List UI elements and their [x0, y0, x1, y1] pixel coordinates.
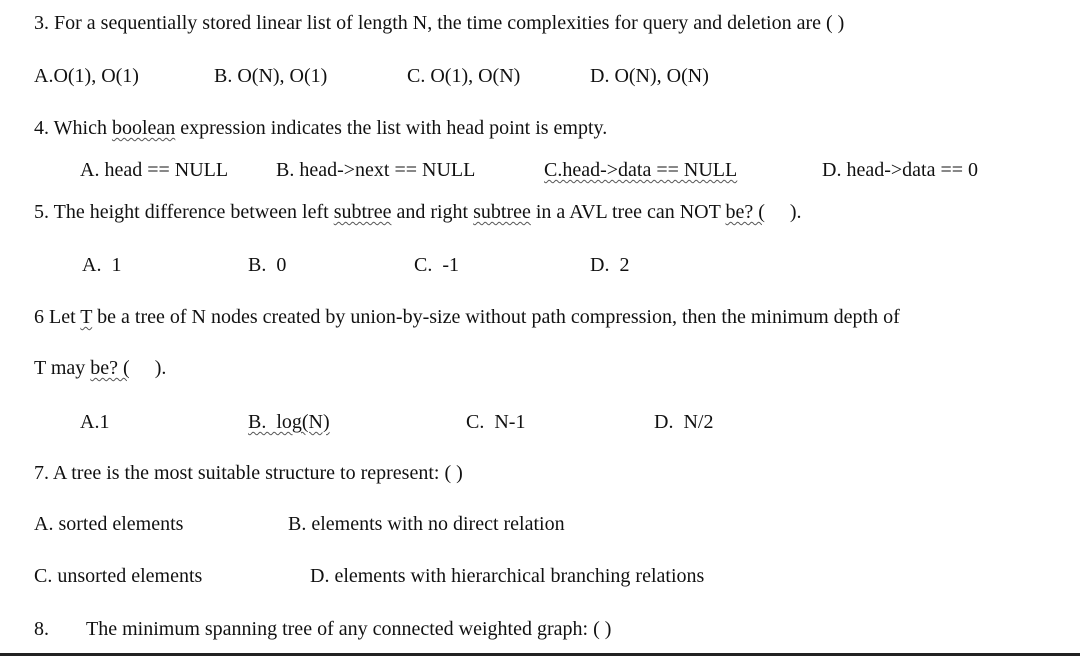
q5-wavy2: subtree — [473, 201, 531, 223]
q6-option-a: A.1 — [80, 411, 110, 433]
q4-text-after: expression indicates the list with head point is empty. — [175, 117, 608, 139]
q5-option-d: D. 2 — [590, 254, 630, 276]
q4-option-c — [544, 158, 737, 182]
question-4-text — [34, 116, 607, 140]
q5-wavy1: subtree — [333, 201, 392, 223]
q3-option-a: A.O(1), O(1) — [34, 65, 139, 87]
q4-option-a: A. head == NULL — [80, 159, 229, 181]
q5-part2: and right — [391, 201, 474, 223]
q5-wavy3: be? ( — [725, 201, 765, 223]
q6-option-d: D. N/2 — [654, 411, 714, 433]
q4-text-wavy: boolean — [111, 117, 176, 139]
q6-line2-before: T may — [34, 357, 91, 379]
q5-option-c: C. -1 — [414, 254, 459, 276]
q5-part4: ). — [764, 201, 802, 223]
question-3-text: 3. For a sequentially stored linear list of length N, the time complexities for query and deletion are ( ) — [34, 12, 845, 34]
q7-option-c: C. unsorted elements — [34, 565, 203, 587]
q6-line2-after: ). — [129, 357, 167, 379]
q7-option-b: B. elements with no direct relation — [288, 513, 565, 535]
q6-option-c: C. N-1 — [466, 411, 526, 433]
q5-part3: in a AVL tree can NOT — [530, 201, 726, 223]
q5-option-b: B. 0 — [248, 254, 287, 276]
question-6-line-2 — [34, 356, 166, 380]
question-8-text: The minimum spanning tree of any connected weighted graph: ( ) — [86, 618, 612, 640]
q4-option-d: D. head->data == 0 — [822, 159, 979, 181]
q6-option-b — [248, 410, 330, 434]
question-6-line-1 — [34, 305, 900, 329]
q6-option-b-text: B. log(N) — [248, 411, 330, 433]
q3-option-b: B. O(N), O(1) — [214, 65, 328, 87]
q6-line1-after: be a tree of N nodes created by union-by-size without path compression, then the minimum depth of — [92, 306, 900, 328]
question-8-number: 8. — [34, 618, 49, 640]
q6-line1-wavy: T — [80, 306, 93, 328]
question-5-text — [34, 200, 802, 224]
q6-line2-wavy: be? ( — [90, 357, 130, 379]
q6-line1-before: 6 Let — [34, 306, 81, 328]
q3-option-c: C. O(1), O(N) — [407, 65, 521, 87]
q5-part1: 5. The height difference between left — [34, 201, 334, 223]
q7-option-a: A. sorted elements — [34, 513, 184, 535]
q5-option-a: A. 1 — [82, 254, 122, 276]
q4-text-before: 4. Which — [34, 117, 112, 139]
question-7-text: 7. A tree is the most suitable structure to represent: ( ) — [34, 462, 463, 484]
q4-option-c-text: C.head->data == NULL — [544, 159, 738, 181]
q7-option-d: D. elements with hierarchical branching relations — [310, 565, 705, 587]
q3-option-d: D. O(N), O(N) — [590, 65, 709, 87]
q4-option-b: B. head->next == NULL — [276, 159, 476, 181]
